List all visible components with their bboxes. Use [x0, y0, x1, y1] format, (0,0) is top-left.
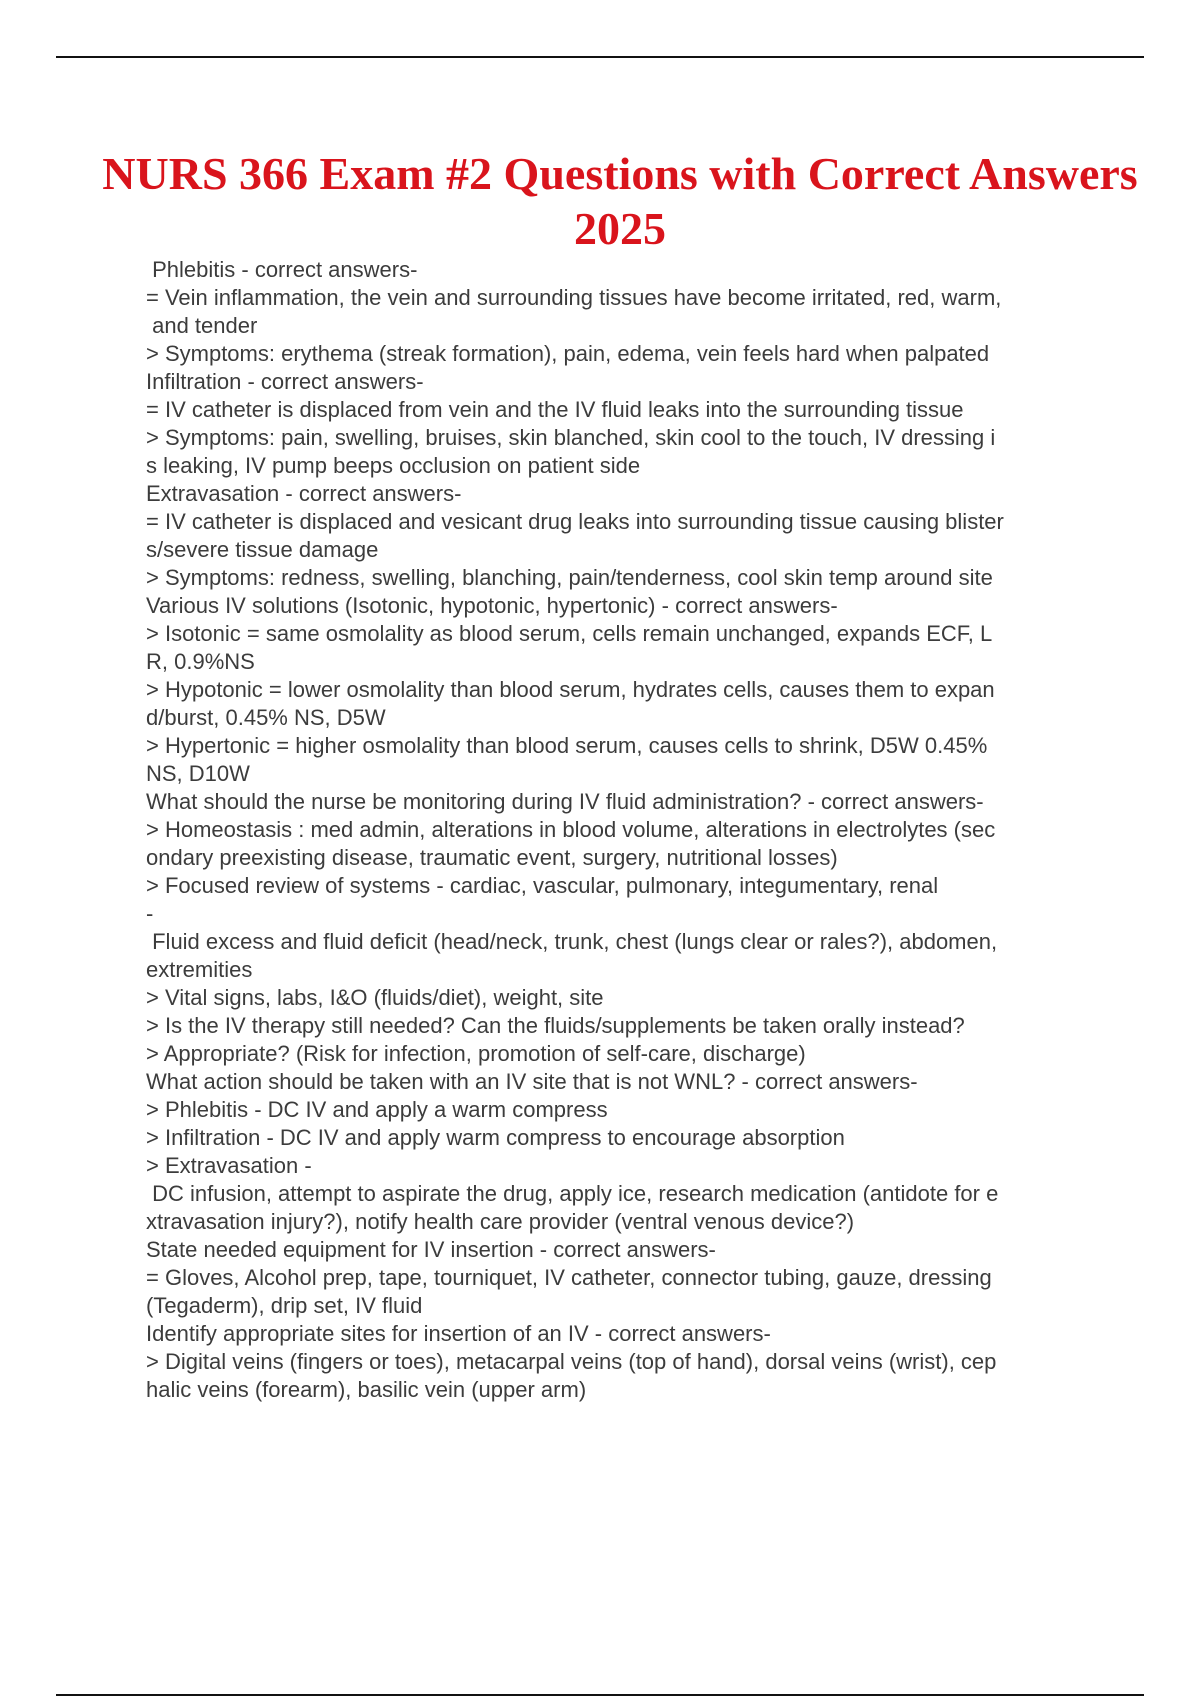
body-line: > Vital signs, labs, I&O (fluids/diet), weight, site [146, 985, 604, 1010]
top-rule [56, 56, 1144, 58]
body-line: Phlebitis - correct answers- [146, 257, 418, 282]
body-line: What action should be taken with an IV site that is not WNL? - correct answers- [146, 1069, 918, 1094]
body-line: DC infusion, attempt to aspirate the drug, apply ice, research medication (antidote for e [146, 1181, 999, 1206]
body-line: What should the nurse be monitoring during IV fluid administration? - correct answers- [146, 789, 984, 814]
body-line: > Is the IV therapy still needed? Can the fluids/supplements be taken orally instead? [146, 1013, 965, 1038]
body-line: > Symptoms: redness, swelling, blanching, pain/tenderness, cool skin temp around site [146, 565, 993, 590]
body-line: s/severe tissue damage [146, 537, 379, 562]
body-line: = IV catheter is displaced and vesicant drug leaks into surrounding tissue causing blister [146, 509, 1004, 534]
body-line: > Digital veins (fingers or toes), metacarpal veins (top of hand), dorsal veins (wrist), cep [146, 1349, 997, 1374]
body-line: Various IV solutions (Isotonic, hypotonic, hypertonic) - correct answers- [146, 593, 838, 618]
body-line: Infiltration - correct answers- [146, 369, 424, 394]
body-line: > Homeostasis : med admin, alterations in blood volume, alterations in electrolytes (sec [146, 817, 996, 842]
body-line: R, 0.9%NS [146, 649, 255, 674]
body-line: > Isotonic = same osmolality as blood serum, cells remain unchanged, expands ECF, L [146, 621, 993, 646]
bottom-rule [56, 1694, 1144, 1696]
body-line: > Hypertonic = higher osmolality than blood serum, causes cells to shrink, D5W 0.45% [146, 733, 988, 758]
body-line: > Phlebitis - DC IV and apply a warm compress [146, 1097, 608, 1122]
body-line: NS, D10W [146, 761, 250, 786]
body-line: > Appropriate? (Risk for infection, promotion of self-care, discharge) [146, 1041, 806, 1066]
body-line: (Tegaderm), drip set, IV fluid [146, 1293, 423, 1318]
body-line: = IV catheter is displaced from vein and the IV fluid leaks into the surrounding tissue [146, 397, 964, 422]
body-line: and tender [146, 313, 258, 338]
body-line: > Focused review of systems - cardiac, vascular, pulmonary, integumentary, renal [146, 873, 939, 898]
body-line: - [146, 901, 154, 926]
body-line: > Extravasation - [146, 1153, 312, 1178]
body-line: > Symptoms: erythema (streak formation), pain, edema, vein feels hard when palpated [146, 341, 990, 366]
body-line: d/burst, 0.45% NS, D5W [146, 705, 386, 730]
body-line: Identify appropriate sites for insertion of an IV - correct answers- [146, 1321, 771, 1346]
body-line: > Infiltration - DC IV and apply warm compress to encourage absorption [146, 1125, 845, 1150]
body-line: extremities [146, 957, 253, 982]
body-line: Fluid excess and fluid deficit (head/neck, trunk, chest (lungs clear or rales?), abdomen, [146, 929, 998, 954]
body-line: = Vein inflammation, the vein and surrounding tissues have become irritated, red, warm, [146, 285, 1002, 310]
body-line: ondary preexisting disease, traumatic event, surgery, nutritional losses) [146, 845, 838, 870]
document-body [146, 256, 1096, 1404]
body-line: State needed equipment for IV insertion - correct answers- [146, 1237, 716, 1262]
body-line: Extravasation - correct answers- [146, 481, 462, 506]
body-line: s leaking, IV pump beeps occlusion on patient side [146, 453, 641, 478]
body-line: > Hypotonic = lower osmolality than blood serum, hydrates cells, causes them to expan [146, 677, 995, 702]
body-line: xtravasation injury?), notify health care provider (ventral venous device?) [146, 1209, 855, 1234]
document-title: NURS 366 Exam #2 Questions with Correct Answers 2025 [102, 148, 1138, 254]
body-line: > Symptoms: pain, swelling, bruises, skin blanched, skin cool to the touch, IV dressing i [146, 425, 996, 450]
body-line: halic veins (forearm), basilic vein (upper arm) [146, 1377, 587, 1402]
body-line: = Gloves, Alcohol prep, tape, tourniquet, IV catheter, connector tubing, gauze, dressing [146, 1265, 992, 1290]
